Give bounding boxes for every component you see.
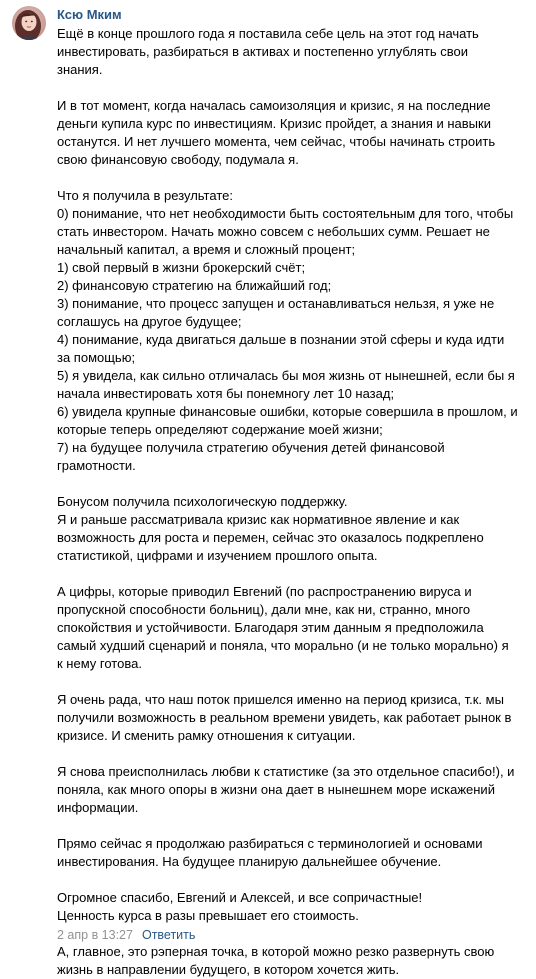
comment-paragraph <box>57 25 527 79</box>
comment-paragraph <box>57 97 527 169</box>
comment-text-line: 4) понимание, куда двигаться дальше в познании этой сферы и куда идти <box>57 332 505 347</box>
comment-text-line: стать инвестором. Начать можно совсем с небольших сумм. Решает не <box>57 224 490 239</box>
reply-button[interactable]: Ответить <box>141 928 196 942</box>
comment-text-line: за помощью; <box>57 350 136 365</box>
comment-text-line: И в тот момент, когда началась самоизоляция и кризис, я на последние <box>57 98 491 113</box>
comment-text-line: Я снова преисполнилась любви к статистике (за это отдельное спасибо!), и <box>57 764 515 779</box>
comment-text-line: свою финансовую свободу, подумала я. <box>57 152 299 167</box>
comment-text-line: Прямо сейчас я продолжаю разбираться с терминологией и основами <box>57 836 483 851</box>
comment-paragraph <box>57 493 527 565</box>
comment-paragraph <box>57 889 527 925</box>
comment-text-line: соглашусь на другое будущее; <box>57 314 242 329</box>
comment-text-line: инвестирования. На будущее планирую дальнейшее обучение. <box>57 854 442 869</box>
comment-paragraph <box>57 943 527 979</box>
comment-text-line: 1) свой первый в жизни брокерский счёт; <box>57 260 306 275</box>
comment-text-line: останутся. И нет лучшего момента, чем сейчас, чтобы начинать строить <box>57 134 496 149</box>
comment-text-line: Бонусом получила психологическую поддержку. <box>57 494 348 509</box>
comment-text-line: деньги купила курс по инвестициям. Кризис пройдет, а знания и навыки <box>57 116 491 131</box>
comment-paragraph <box>57 691 527 745</box>
comment-text-line: грамотности. <box>57 458 136 473</box>
comment-text-line: Огромное спасибо, Евгений и Алексей, и все сопричастные! <box>57 890 423 905</box>
comment-text-line: знания. <box>57 62 103 77</box>
comment-text-line: Ещё в конце прошлого года я поставила себе цель на этот год начать <box>57 26 479 41</box>
comment-paragraph <box>57 763 527 817</box>
comment-text-line: Ценность курса в разы превышает его стоимость. <box>57 908 359 923</box>
comment-text-line: кризисе. И сменить рамку отношения к ситуации. <box>57 728 356 743</box>
author-name-link[interactable]: Ксю Мким <box>57 7 122 22</box>
comment-text-line: Я и раньше рассматривала кризис как нормативное явление и как <box>57 512 460 527</box>
comment-text <box>57 25 527 979</box>
comment-text-line: 6) увидела крупные финансовые ошибки, которые совершила в прошлом, и <box>57 404 518 419</box>
comment-text-line: к нему готова. <box>57 656 142 671</box>
comment-text-line: А цифры, которые приводил Евгений (по распространению вируса и <box>57 584 472 599</box>
comment-text-line: А, главное, это рэперная точка, в которой можно резко развернуть свою <box>57 944 495 959</box>
user-photo-avatar-icon <box>12 6 46 40</box>
avatar[interactable] <box>12 6 46 40</box>
comment-text-line: жизнь в направлении будущего, в котором хочется жить. <box>57 962 400 977</box>
comment-text-line: статистикой, цифрами и изучением прошлого опыта. <box>57 548 378 563</box>
comment-text-line: начала инвестировать хотя бы понемногу лет 10 назад; <box>57 386 395 401</box>
comment-text-line: Я очень рада, что наш поток пришелся именно на период кризиса, т.к. мы <box>57 692 504 707</box>
comment-text-line: 5) я увидела, как сильно отличалась бы моя жизнь от нынешней, если бы я <box>57 368 515 383</box>
comment-text-line: поняла, как много опоры в жизни она дает в нынешнем море искажений <box>57 782 495 797</box>
comment-text-line: возможность для роста и перемен, сейчас это оказалось подкреплено <box>57 530 484 545</box>
comment-text-line: пропускной способности больниц), дали мне, как ни, странно, много <box>57 602 471 617</box>
comment-text-line: Что я получила в результате: <box>57 188 233 203</box>
comment-text-line: которые теперь определяют содержание моей жизни; <box>57 422 383 437</box>
comment-text-line: начальный капитал, а время и сложный процент; <box>57 242 356 257</box>
comment-meta <box>57 927 195 943</box>
comment-text-line: спокойствия и устойчивости. Благодаря этим данным я предположила <box>57 620 484 635</box>
comment-text-line: получили возможность в реальном времени увидеть, как работает рынок в <box>57 710 512 725</box>
comment-text-line: информации. <box>57 800 139 815</box>
comment-paragraph <box>57 187 527 475</box>
comment-text-line: 2) финансовую стратегию на ближайший год; <box>57 278 332 293</box>
comment-paragraph <box>57 835 527 871</box>
comment-paragraph <box>57 583 527 673</box>
comment-text-line: 0) понимание, что нет необходимости быть состоятельным для того, чтобы <box>57 206 514 221</box>
comment-text-line: 7) на будущее получила стратегию обучения детей финансовой <box>57 440 445 455</box>
comment-text-line: инвестировать, разбираться в активах и постепенно углублять свои <box>57 44 468 59</box>
comment-date[interactable]: 2 апр в 13:27 <box>57 928 133 942</box>
comment-text-line: 3) понимание, что процесс запущен и останавливаться нельзя, я уже не <box>57 296 495 311</box>
comment-text-line: самый худший сценарий и поняла, что морально (и не только морально) я <box>57 638 509 653</box>
